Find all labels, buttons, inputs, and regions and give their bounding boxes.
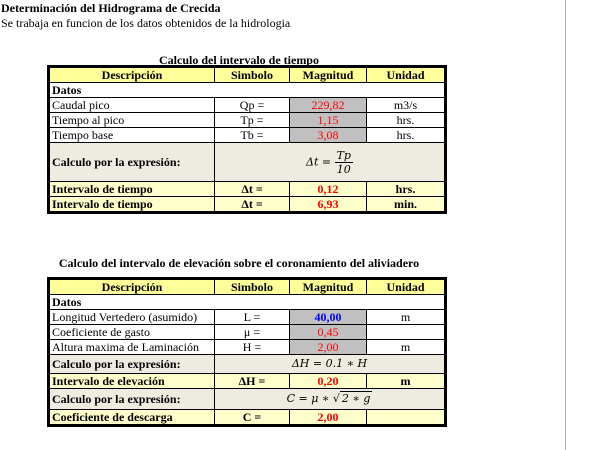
row-symbol: L = [215,310,290,325]
datos-label: Datos [50,295,445,310]
formula-radicand: 2 ∗ g [341,392,371,405]
row-unit: hrs. [367,128,445,143]
result-value: 2,00 [290,410,367,425]
page-title: Determinación del Hidrograma de Crecida [1,1,221,15]
section-title-elevation-interval: Calculo del intervalo de elevación sobre el coronamiento del aliviadero [58,256,420,270]
result-value: 0,20 [290,374,367,389]
table-row [50,340,445,355]
col-header-unidad: Unidad [367,280,445,295]
row-description: Coeficiente de gasto [50,325,215,340]
col-header-descripcion: Descripción [50,280,215,295]
formula-numerator: Tp [336,148,351,162]
result-description: Intervalo de elevación [50,374,215,389]
row-symbol: H = [215,340,290,355]
col-header-descripcion: Descripción [50,68,215,83]
row-value-input[interactable]: 2,00 [290,340,367,355]
row-value-input[interactable]: 40,00 [290,310,367,325]
row-unit: m [367,310,445,325]
discharge-coefficient-formula [215,389,445,410]
result-row [50,410,445,425]
expression-label: Calculo por la expresión: [50,355,215,374]
page-subtitle: Se trabaja en funcion de los datos obtenidos de la hidrologia [1,16,291,30]
section-title-time-interval: Calculo del intervalo de tiempo [159,53,319,67]
sqrt-icon: √ [332,392,340,405]
result-symbol: Δt = [215,182,290,197]
row-description: Tiempo base [50,128,215,143]
table-row [50,128,445,143]
row-symbol: Qp = [215,98,290,113]
row-unit: m [367,340,445,355]
row-symbol: Tb = [215,128,290,143]
expression-label: Calculo por la expresión: [50,143,215,182]
result-unit: min. [367,197,445,212]
row-unit [367,325,445,340]
row-description: Longitud Vertedero (asumido) [50,310,215,325]
time-interval-table [49,67,445,212]
result-row [50,197,445,212]
col-header-simbolo: Simbolo [215,68,290,83]
formula-lhs: C = μ ∗ [286,392,330,405]
col-header-magnitud: Magnitud [290,280,367,295]
row-symbol: Tp = [215,113,290,128]
formula-fraction [335,149,353,176]
result-symbol: Δt = [215,197,290,212]
result-unit: m [367,374,445,389]
result-symbol: C = [215,410,290,425]
col-header-unidad: Unidad [367,68,445,83]
result-value: 0,12 [290,182,367,197]
result-symbol: ΔH = [215,374,290,389]
elevation-interval-table [49,279,445,425]
row-unit: hrs. [367,113,445,128]
table-row [50,98,445,113]
result-description: Coeficiente de descarga [50,410,215,425]
result-row [50,374,445,389]
row-unit: m3/s [367,98,445,113]
row-description: Altura maxima de Laminación [50,340,215,355]
result-unit [367,410,445,425]
row-value-input[interactable]: 229,82 [290,98,367,113]
result-description: Intervalo de tiempo [50,197,215,212]
row-value-input[interactable]: 1,15 [290,113,367,128]
result-row [50,182,445,197]
col-header-simbolo: Simbolo [215,280,290,295]
row-description: Caudal pico [50,98,215,113]
row-symbol: μ = [215,325,290,340]
elevation-interval-formula: ΔH = 0.1 ∗ H [215,355,445,374]
result-value: 6,93 [290,197,367,212]
datos-label: Datos [50,83,445,98]
time-interval-formula [215,143,445,182]
sheet-column-border [565,0,566,450]
result-unit: hrs. [367,182,445,197]
row-description: Tiempo al pico [50,113,215,128]
formula-lhs: Δt = [306,155,332,168]
row-value-input[interactable]: 3,08 [290,128,367,143]
row-value-input[interactable]: 0,45 [290,325,367,340]
result-description: Intervalo de tiempo [50,182,215,197]
expression-label: Calculo por la expresión: [50,389,215,410]
table-row [50,310,445,325]
col-header-magnitud: Magnitud [290,68,367,83]
table-row [50,325,445,340]
table-row [50,113,445,128]
formula-denominator: 10 [336,162,351,176]
